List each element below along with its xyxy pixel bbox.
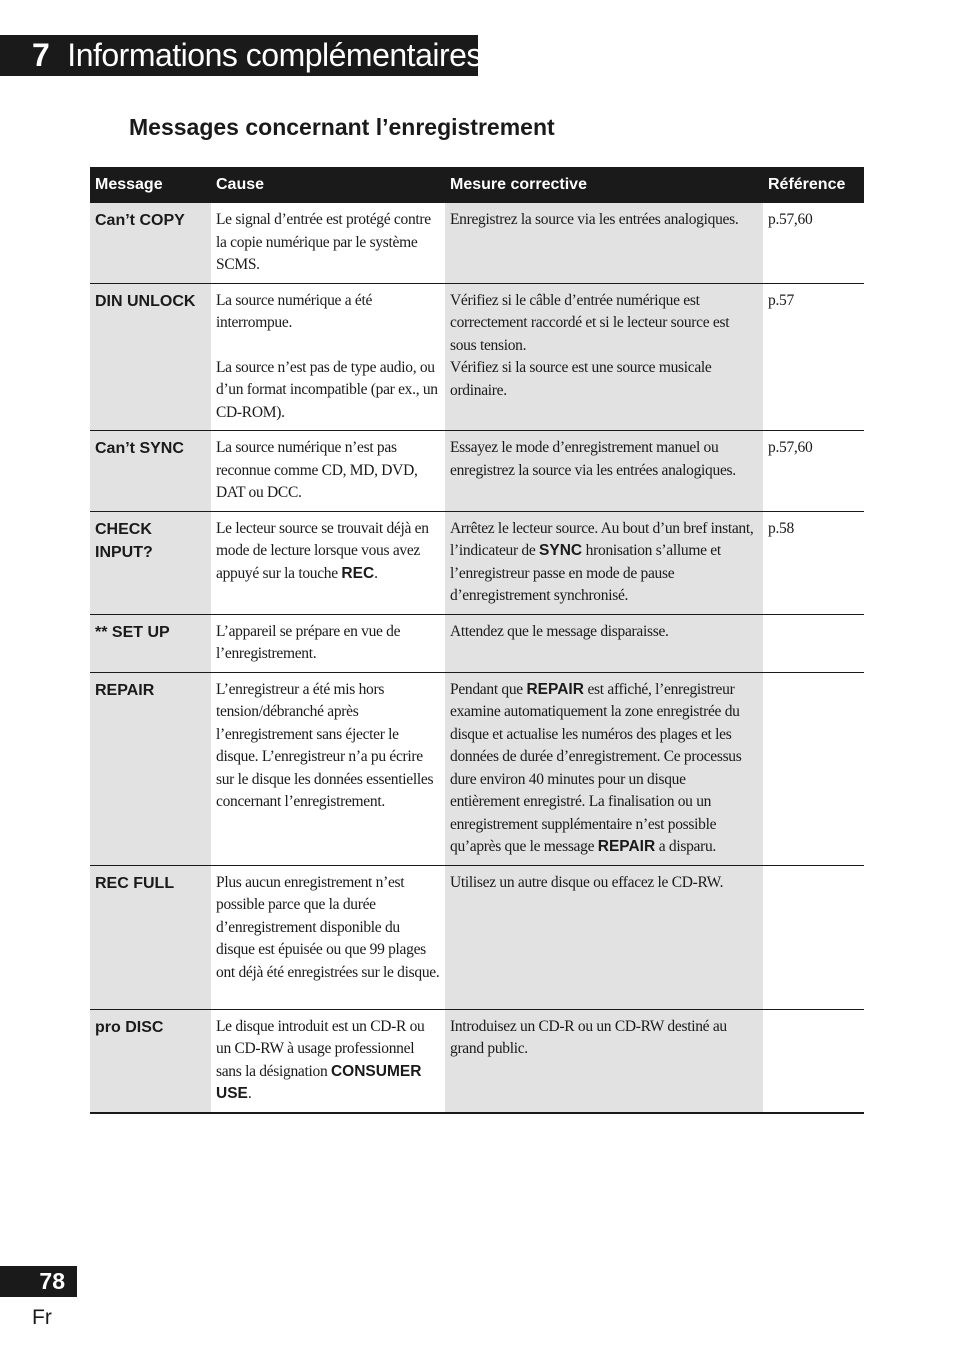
section-title: Messages concernant l’enregistrement — [129, 114, 555, 140]
cause-cell — [211, 511, 445, 614]
cause-text: Le disque introduit est un CD-R ou un CD-RW à usage professionnel sans la désignation — [216, 1017, 425, 1080]
cause-text-end: . — [247, 1085, 252, 1102]
remedy-cell — [445, 511, 763, 614]
cause-cell — [211, 865, 445, 1009]
cause-cell — [211, 203, 445, 283]
remedy-text: Arrêtez le lecteur source. Au bout d’un bref instant, l’indicateur de — [450, 519, 754, 559]
language-code: Fr — [32, 1306, 52, 1329]
table-row — [90, 672, 864, 865]
cause-cell — [211, 283, 445, 431]
reference-cell — [763, 1009, 864, 1113]
chapter-title: Informations complémentaires — [67, 37, 482, 73]
remedy-cell — [445, 672, 763, 865]
table-row — [90, 511, 864, 614]
message-cell: CHECK INPUT? — [90, 511, 211, 614]
reference-cell — [763, 614, 864, 672]
remedy-cell — [445, 865, 763, 1009]
table-header-row — [90, 167, 864, 203]
chapter-banner — [0, 35, 482, 76]
remedy-text: Vérifiez si la source est une source musicale ordinaire. — [450, 359, 712, 399]
table-row — [90, 1009, 864, 1113]
message-cell: ** SET UP — [90, 614, 211, 672]
table-row — [90, 431, 864, 512]
header-remedy: Mesure corrective — [445, 167, 763, 203]
cause-cell — [211, 672, 445, 865]
page-number: 78 — [0, 1266, 77, 1297]
remedy-text-end: hronisation s’allume et l’enregistreur passe en mode de pause d’enregistrement synchronisé. — [450, 542, 721, 604]
message-cell: REPAIR — [90, 672, 211, 865]
sync-keyword: SYNC — [539, 542, 583, 559]
message-cell: Can’t SYNC — [90, 431, 211, 512]
remedy-cell — [445, 203, 763, 283]
message-cell: Can’t COPY — [90, 203, 211, 283]
remedy-text: Attendez que le message disparaisse. — [450, 622, 669, 640]
remedy-text: Introduisez un CD-R ou un CD-RW destiné au grand public. — [450, 1017, 727, 1057]
remedy-text-mid: est affiché, l’enregistreur examine automatiquement la zone enregistrée du disque et actualise les numéros des plages et les données de durée d’enregistrement. Ce processus dure environ 40 minutes pour un disque entièrement enregistré. La finalisation ou un enregistrement supplémentaire n’est possible qu’après que le message — [450, 680, 742, 855]
consumer-use-keyword: CONSUMER USE — [216, 1062, 422, 1102]
cause-text-end: . — [374, 564, 378, 582]
message-cell: DIN UNLOCK — [90, 283, 211, 431]
message-cell: pro DISC — [90, 1009, 211, 1113]
cause-cell — [211, 1009, 445, 1113]
table-row — [90, 203, 864, 283]
remedy-cell — [445, 431, 763, 512]
remedy-cell — [445, 1009, 763, 1113]
reference-cell — [763, 865, 864, 1009]
reference-cell: p.57 — [763, 283, 864, 431]
remedy-text: Enregistrez la source via les entrées analogiques. — [450, 211, 739, 228]
table-row — [90, 283, 864, 431]
cause-text: Le signal d’entrée est protégé contre la copie numérique par le système SCMS. — [216, 211, 431, 273]
table-row — [90, 614, 864, 672]
remedy-text: Vérifiez si le câble d’entrée numérique est correctement raccordé et si le lecteur source est sous tension. — [450, 291, 730, 354]
cause-text: L’appareil se prépare en vue de l’enregistrement. — [216, 622, 401, 662]
header-message: Message — [90, 167, 211, 203]
cause-text: La source numérique a été interrompue. — [216, 291, 373, 331]
cause-text: Plus aucun enregistrement n’est possible parce que la durée d’enregistrement disponible du disque est épuisée ou que 99 plages ont déjà été enregistrées sur le disque. — [216, 873, 440, 981]
messages-table — [90, 167, 864, 1114]
reference-cell: p.58 — [763, 511, 864, 614]
cause-text: L’enregistreur a été mis hors tension/débranché après l’enregistrement sans éjecter le disque. L’enregistreur n’a pu écrire sur le disque les données essentielles concernant l’enregistrement. — [216, 680, 434, 810]
repair-keyword: REPAIR — [526, 680, 584, 698]
remedy-cell — [445, 614, 763, 672]
remedy-text: Pendant que — [450, 680, 527, 698]
table-row — [90, 865, 864, 1009]
remedy-text-end: a disparu. — [655, 838, 717, 855]
cause-cell — [211, 431, 445, 512]
cause-cell — [211, 614, 445, 672]
message-cell: REC FULL — [90, 865, 211, 1009]
header-cause: Cause — [211, 167, 445, 203]
header-reference: Référence — [763, 167, 864, 203]
remedy-text: Essayez le mode d’enregistrement manuel ou enregistrez la source via les entrées analogiques. — [450, 439, 736, 479]
remedy-cell — [445, 283, 763, 431]
cause-text: Le lecteur source se trouvait déjà en mode de lecture lorsque vous avez appuyé sur la touche — [216, 519, 429, 582]
chapter-number: 7 — [32, 37, 50, 73]
cause-text: La source n’est pas de type audio, ou d’un format incompatible (par ex., un CD-ROM). — [216, 358, 438, 421]
rec-keyword: REC — [341, 564, 375, 582]
reference-cell: p.57,60 — [763, 431, 864, 512]
reference-cell — [763, 672, 864, 865]
reference-cell: p.57,60 — [763, 203, 864, 283]
remedy-text: Utilisez un autre disque ou effacez le CD-RW. — [450, 873, 724, 891]
repair-keyword: REPAIR — [597, 838, 656, 855]
cause-text: La source numérique n’est pas reconnue comme CD, MD, DVD, DAT ou DCC. — [216, 439, 418, 501]
